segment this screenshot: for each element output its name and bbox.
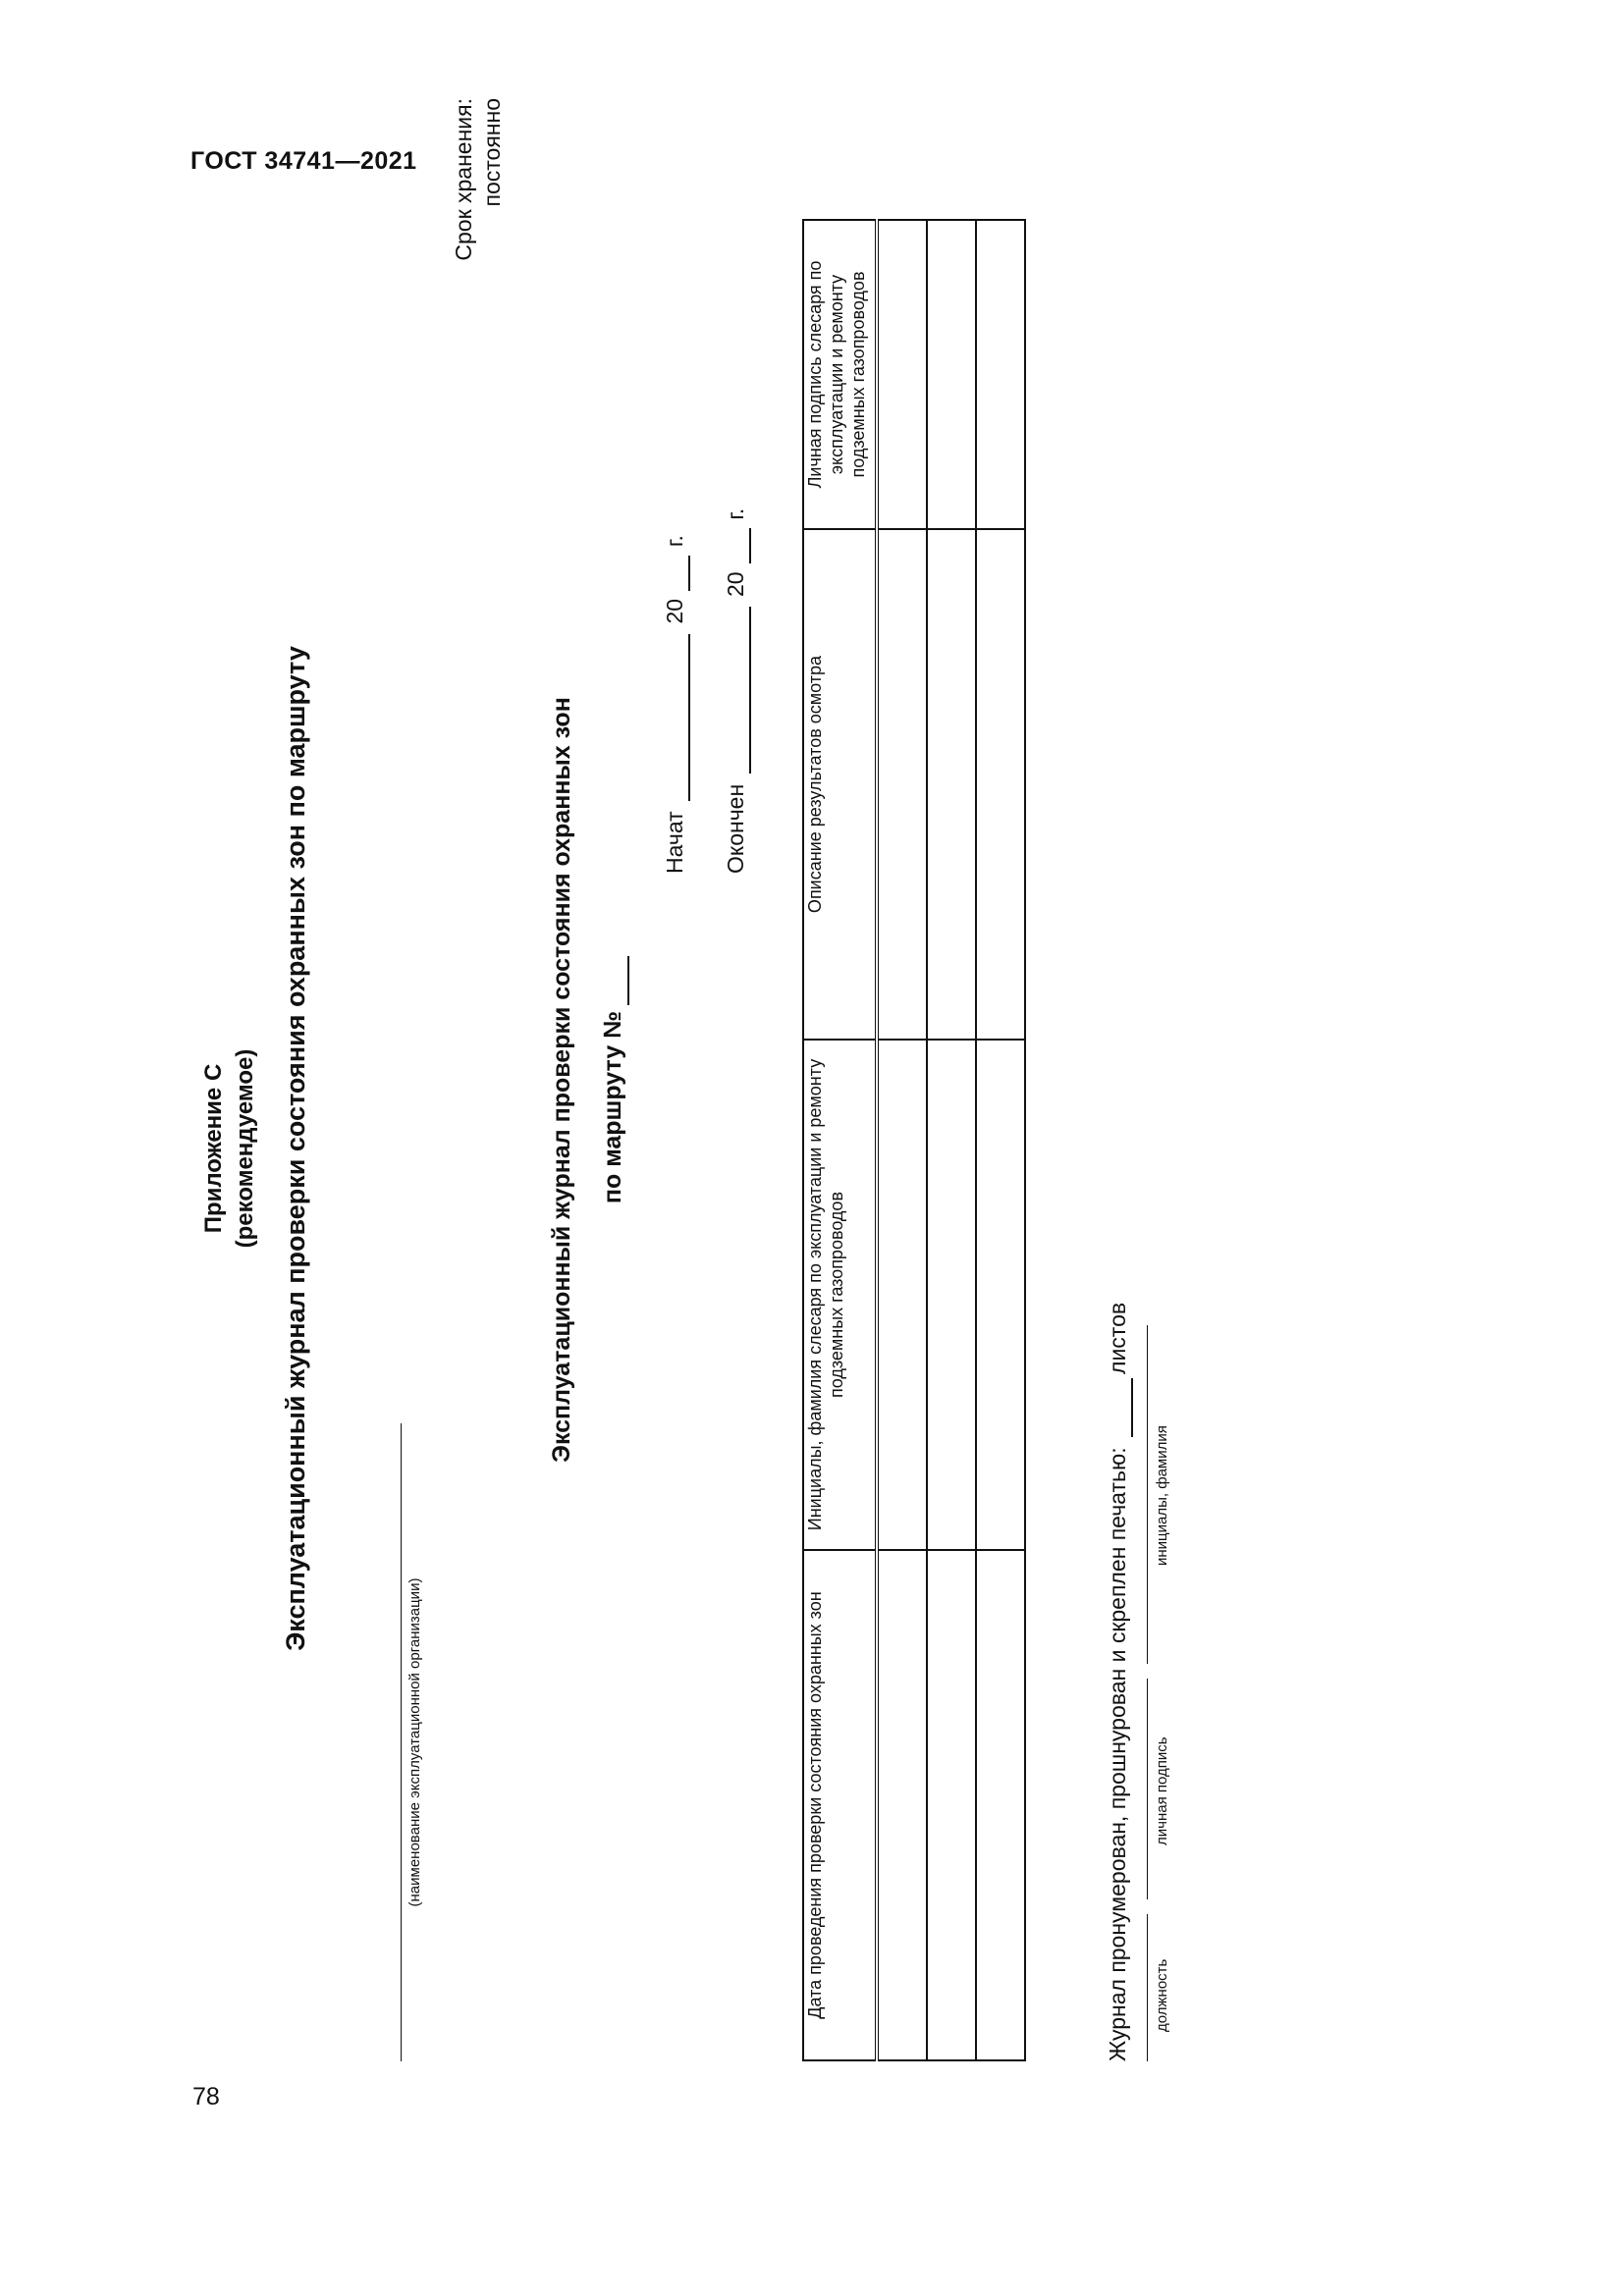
- rotated-form: [187, 98, 1188, 2061]
- table-cell: [927, 529, 976, 1040]
- start-year-prefix: 20: [662, 598, 687, 624]
- start-label: Начат: [662, 811, 687, 874]
- position-caption: должность: [1154, 1958, 1170, 2032]
- binding-note-suffix: листов: [1105, 1302, 1130, 1374]
- standard-header: ГОСТ 34741—2021: [190, 147, 417, 175]
- name-line: [1147, 1325, 1148, 1664]
- binding-note-text: Журнал пронумерован, прошнурован и скреплен печатью:: [1105, 1447, 1130, 2061]
- table-cell: [927, 220, 976, 529]
- annex-heading: [198, 236, 261, 2061]
- end-year-blank: [723, 528, 751, 563]
- storage-period: [450, 98, 507, 344]
- column-header-fitter-name: Инициалы, фамилия слесаря по эксплуатации и ремонту подземных газопроводов: [803, 1040, 877, 1550]
- storage-label: Срок хранения:: [451, 98, 476, 261]
- table-cell: [976, 1550, 1025, 2060]
- start-year-suffix: г.: [662, 535, 687, 548]
- table-cell: [877, 529, 927, 1040]
- column-header-fitter-signature: Личная подпись слесаря по эксплуатации и ремонту подземных газопроводов: [803, 220, 877, 529]
- document-title: Эксплуатационный журнал проверки состояния охранных зон по маршруту: [281, 646, 310, 1651]
- end-label: Окончен: [723, 783, 748, 874]
- start-date-row: [662, 98, 690, 874]
- table-cell: [927, 1040, 976, 1550]
- table-row: [877, 220, 927, 2060]
- table-cell: [976, 1040, 1025, 1550]
- table-cell: [976, 529, 1025, 1040]
- organization-name-line: [401, 1423, 402, 2061]
- start-year-blank: [662, 556, 690, 591]
- route-number-blank: [599, 956, 629, 1005]
- route-number-line: [599, 98, 629, 2061]
- end-date-row: [723, 98, 751, 874]
- column-header-inspection-results: Описание результатов осмотра: [803, 529, 877, 1040]
- end-year-prefix: 20: [723, 571, 748, 598]
- table-cell: [976, 220, 1025, 529]
- end-date-blank: [723, 607, 751, 774]
- table-header-row: [803, 220, 877, 2060]
- start-date-blank: [662, 634, 690, 801]
- journal-title: Эксплуатационный журнал проверки состояния охранных зон: [548, 697, 575, 1463]
- name-caption: инициалы, фамилия: [1154, 1425, 1170, 1566]
- binding-note: [1105, 1303, 1133, 2061]
- table-cell: [927, 1550, 976, 2060]
- page-number: 78: [192, 2083, 220, 2110]
- end-year-suffix: г.: [723, 507, 748, 520]
- table-cell: [877, 1550, 927, 2060]
- annex-title: Приложение С: [200, 1063, 227, 1234]
- position-line: [1147, 1914, 1148, 2061]
- route-label: по маршруту №: [599, 1010, 626, 1204]
- table-row: [927, 220, 976, 2060]
- table-row: [976, 220, 1025, 2060]
- sheet-count-blank: [1105, 1378, 1133, 1437]
- signature-line: [1147, 1679, 1148, 1899]
- column-header-date: Дата проведения проверки состояния охранных зон: [803, 1550, 877, 2060]
- inspection-log-table: [802, 219, 1026, 2061]
- table-cell: [877, 220, 927, 529]
- organization-caption: (наименование эксплуатационной организации): [406, 1577, 423, 1907]
- table-cell: [877, 1040, 927, 1550]
- storage-value: постоянно: [479, 98, 505, 207]
- annex-status: (рекомендуемое): [232, 1048, 258, 1249]
- signature-caption: личная подпись: [1154, 1736, 1170, 1845]
